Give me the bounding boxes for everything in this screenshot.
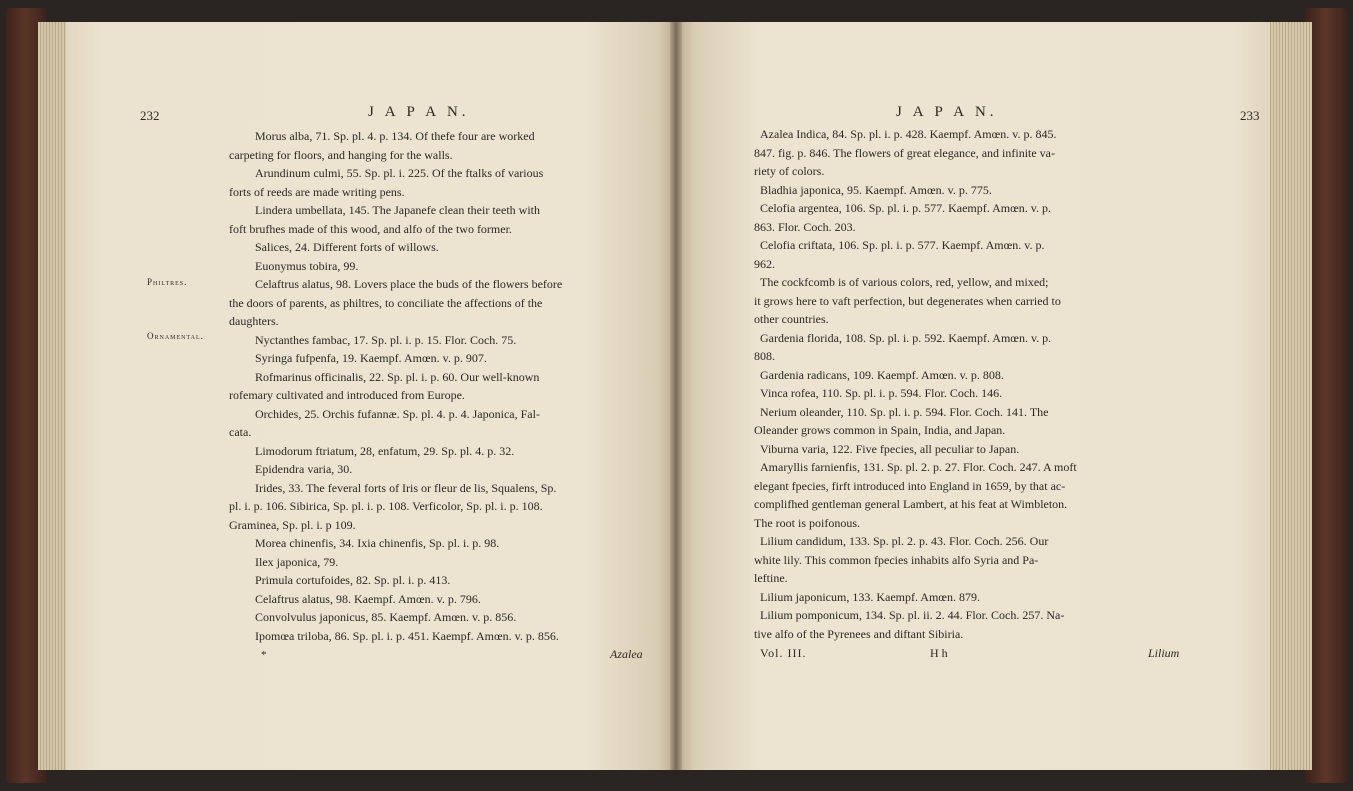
text-line: Epidendra varia, 30.	[255, 462, 353, 476]
margin-note-ornamental: Ornamental.	[147, 331, 204, 341]
text-line: Vinca rofea, 110. Sp. pl. i. p. 594. Flor. Coch. 146.	[760, 386, 1003, 400]
text-line: 808.	[754, 349, 775, 363]
text-line: Celofia criftata, 106. Sp. pl. i. p. 577. Kaempf. Amœn. v. p.	[760, 238, 1045, 252]
text-line: the doors of parents, as philtres, to conciliate the affections of the	[229, 295, 543, 310]
text-line: Orchides, 25. Orchis fufannæ. Sp. pl. 4. p. 4. Japonica, Fal-	[255, 406, 540, 421]
text-line: Gardenia florida, 108. Sp. pl. i. p. 592. Kaempf. Amœn. v. p.	[760, 330, 1052, 345]
text-line: Arundinum culmi, 55. Sp. pl. i. 225. Of the ftalks of various	[255, 166, 544, 180]
text-line: elegant fpecies, firft introduced into England in 1659, by that ac-	[754, 478, 1066, 493]
text-line: Limodorum ftriatum, 28, enfatum, 29. Sp. pl. 4. p. 32.	[255, 443, 515, 458]
book-gutter	[670, 22, 682, 770]
text-line: Nyctanthes fambac, 17. Sp. pl. i. p. 15. Flor. Coch. 75.	[255, 332, 517, 347]
text-line: riety of colors.	[754, 164, 825, 178]
text-line: Celaftrus alatus, 98. Kaempf. Amœn. v. p. 796.	[255, 591, 481, 606]
text-line: leftine.	[754, 571, 788, 585]
text-line: Primula cortufoides, 82. Sp. pl. i. p. 413.	[255, 573, 451, 587]
left-signature-mark: *	[261, 649, 267, 661]
text-line: Amaryllis farnienfis, 131. Sp. pl. 2. p. 27. Flor. Coch. 247. A moft	[760, 460, 1077, 474]
text-line: 962.	[754, 256, 775, 271]
text-line: Celaftrus alatus, 98. Lovers place the buds of the flowers before	[255, 277, 563, 291]
text-line: Ipomœa triloba, 86. Sp. pl. i. p. 451. Kaempf. Amœn. v. p. 856.	[255, 628, 559, 643]
text-line: 863. Flor. Coch. 203.	[754, 219, 856, 234]
text-line: Gardenia radicans, 109. Kaempf. Amœn. v. p. 808.	[760, 367, 1004, 382]
text-line: carpeting for floors, and hanging for the walls.	[229, 147, 453, 162]
text-line: Lilium japonicum, 133. Kaempf. Amœn. 879.	[760, 589, 980, 604]
text-line: Celofia argentea, 106. Sp. pl. i. p. 577. Kaempf. Amœn. v. p.	[760, 201, 1051, 215]
right-page-number: 233	[1240, 108, 1260, 123]
text-line: rofemary cultivated and introduced from Europe.	[229, 388, 465, 402]
text-line: foft brufhes made of this wood, and alfo of the two former.	[229, 221, 512, 236]
right-page-text	[754, 125, 1194, 643]
text-line: Lilium pomponicum, 134. Sp. pl. ii. 2. 44. Flor. Coch. 257. Na-	[760, 608, 1065, 622]
text-line: daughters.	[229, 314, 279, 328]
right-running-head: J A P A N.	[896, 104, 998, 120]
volume-label: Vol. III.	[760, 646, 807, 660]
text-line: white lily. This common fpecies inhabits alfo Syria and Pa-	[754, 552, 1039, 567]
text-line: Rofmarinus officinalis, 22. Sp. pl. i. p. 60. Our well-known	[255, 369, 540, 384]
text-line: Lindera umbellata, 145. The Japanefe clean their teeth with	[255, 203, 540, 217]
left-page-text	[229, 127, 669, 645]
text-line: Viburna varia, 122. Five fpecies, all peculiar to Japan.	[760, 441, 1020, 456]
text-line: forts of reeds are made writing pens.	[229, 184, 405, 199]
text-line: The root is poifonous.	[754, 515, 860, 530]
text-line: Convolvulus japonicus, 85. Kaempf. Amœn. v. p. 856.	[255, 610, 517, 624]
text-line: Syringa fufpenfa, 19. Kaempf. Amœn. v. p. 907.	[255, 351, 487, 365]
margin-note-philtres: Philtres.	[147, 277, 188, 287]
text-line: it grows here to vaft perfection, but degenerates when carried to	[754, 293, 1061, 308]
left-catchword: Azalea	[610, 647, 643, 661]
signature-mark: H h	[930, 646, 948, 660]
text-line: Ilex japonica, 79.	[255, 554, 339, 569]
text-line: cata.	[229, 425, 252, 439]
text-line: other countries.	[754, 312, 829, 326]
text-line: The cockfcomb is of various colors, red, yellow, and mixed;	[760, 275, 1049, 289]
left-page-number: 232	[140, 108, 160, 123]
text-line: Euonymus tobira, 99.	[255, 258, 359, 273]
text-line: tive alfo of the Pyrenees and diftant Sibiria.	[754, 626, 964, 641]
page-edges-right	[1268, 22, 1312, 770]
text-line: Nerium oleander, 110. Sp. pl. i. p. 594. Flor. Coch. 141. The	[760, 404, 1049, 419]
text-line: Oleander grows common in Spain, India, and Japan.	[754, 423, 1006, 437]
text-line: Lilium candidum, 133. Sp. pl. 2. p. 43. Flor. Coch. 256. Our	[760, 534, 1049, 548]
text-line: Graminea, Sp. pl. i. p 109.	[229, 517, 356, 532]
text-line: Bladhia japonica, 95. Kaempf. Amœn. v. p. 775.	[760, 182, 992, 197]
text-line: pl. i. p. 106. Sibirica, Sp. pl. i. p. 108. Verficolor, Sp. pl. i. p. 108.	[229, 499, 543, 513]
right-catchword: Lilium	[1148, 646, 1180, 660]
text-line: 847. fig. p. 846. The flowers of great elegance, and infinite va-	[754, 145, 1056, 160]
page-edges-left	[38, 22, 68, 770]
text-line: Irides, 33. The feveral forts of Iris or fleur de lis, Squalens, Sp.	[255, 480, 557, 495]
text-line: Azalea Indica, 84. Sp. pl. i. p. 428. Kaempf. Amœn. v. p. 845.	[760, 127, 1057, 141]
left-running-head: J A P A N.	[368, 104, 470, 120]
text-line: Morea chinenfis, 34. Ixia chinenfis, Sp. pl. i. p. 98.	[255, 536, 500, 550]
text-line: complifhed gentleman general Lambert, at his feat at Wimbleton.	[754, 497, 1068, 511]
text-line: Salices, 24. Different forts of willows.	[255, 240, 439, 254]
text-line: Morus alba, 71. Sp. pl. 4. p. 134. Of thefe four are worked	[255, 129, 535, 143]
